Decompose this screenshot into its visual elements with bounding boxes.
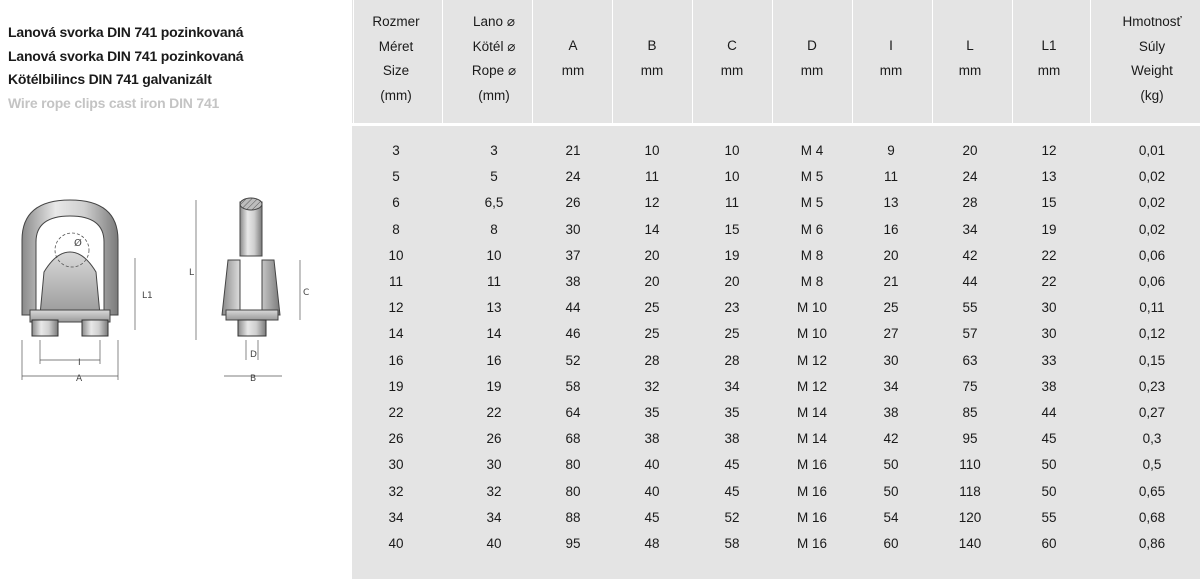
cell-size: 16 [388, 352, 404, 368]
cell-weight: 0,06 [1138, 247, 1166, 263]
cell-b: 40 [644, 483, 660, 499]
header-line: I [889, 38, 893, 53]
table-row [352, 452, 1200, 478]
cell-d: M 16 [796, 457, 827, 473]
cell-size: 14 [388, 326, 404, 342]
header-d [772, 34, 852, 83]
column-separator [1090, 0, 1091, 125]
header-line: mm [879, 62, 903, 78]
cell-rope: 11 [486, 274, 501, 289]
table-row [352, 269, 1200, 295]
cell-rope: 22 [486, 405, 502, 420]
header-line: (mm) [380, 87, 412, 103]
cell-a: 88 [565, 509, 581, 525]
cell-l1: 22 [1041, 274, 1057, 289]
cell-l: 85 [962, 405, 978, 420]
title-hu: Kötélbilincs DIN 741 galvanizált [8, 71, 212, 87]
product-titles [8, 21, 243, 115]
cell-a: 80 [565, 457, 581, 473]
cell-l: 28 [962, 195, 978, 211]
header-line: (kg) [1140, 87, 1164, 103]
cell-weight: 0,02 [1138, 195, 1166, 211]
cell-size: 22 [388, 405, 404, 420]
cell-a: 46 [565, 326, 581, 342]
cell-b: 11 [644, 169, 659, 185]
cell-c: 45 [724, 457, 740, 473]
cell-c: 35 [724, 405, 740, 420]
cell-c: 28 [724, 352, 740, 368]
cell-size: 5 [392, 169, 400, 185]
cell-c: 10 [724, 143, 740, 158]
cell-i: 50 [883, 457, 899, 473]
cell-weight: 0,65 [1138, 483, 1166, 499]
header-line: mm [800, 62, 824, 78]
header-separator [352, 123, 1200, 126]
cell-d: M 14 [796, 431, 827, 447]
header-c [692, 34, 772, 83]
cell-d: M 5 [800, 195, 824, 211]
cell-size: 11 [388, 274, 403, 289]
cell-b: 38 [644, 431, 660, 447]
cell-b: 10 [644, 143, 660, 158]
header-line: D [807, 38, 817, 53]
cell-a: 58 [565, 378, 581, 394]
cell-i: 16 [883, 221, 899, 237]
cell-d: M 6 [800, 221, 824, 237]
cell-c: 23 [724, 300, 740, 316]
cell-rope: 40 [486, 536, 502, 551]
cell-rope: 34 [486, 509, 502, 525]
cell-rope: 30 [486, 457, 502, 473]
dim-a-label: A [76, 374, 83, 384]
title-en: Wire rope clips cast iron DIN 741 [8, 94, 220, 111]
cell-i: 25 [883, 300, 899, 316]
cell-l: 55 [962, 300, 978, 316]
header-i [851, 34, 931, 83]
cell-l1: 12 [1041, 143, 1057, 158]
cell-size: 40 [388, 536, 404, 551]
header-rope [454, 10, 534, 108]
dim-l-label: L [189, 268, 195, 278]
cell-rope: 3 [490, 143, 498, 158]
cell-i: 30 [883, 352, 899, 368]
cell-i: 34 [883, 378, 899, 394]
cell-l1: 44 [1041, 405, 1057, 420]
cell-c: 34 [724, 378, 740, 394]
cell-d: M 12 [796, 378, 827, 394]
header-a [533, 34, 613, 83]
header-line: Size [382, 63, 410, 78]
cell-size: 3 [392, 143, 400, 158]
left-panel [0, 0, 352, 579]
cell-rope: 8 [490, 221, 498, 237]
cell-a: 68 [565, 431, 581, 447]
spec-table [352, 0, 1200, 579]
cell-a: 37 [565, 247, 581, 263]
cell-weight: 0,02 [1138, 221, 1166, 237]
cell-rope: 5 [490, 169, 498, 185]
table-row [352, 505, 1200, 531]
title-sk: Lanová svorka DIN 741 pozinkovaná [8, 24, 244, 40]
header-line: mm [958, 62, 982, 78]
cell-a: 64 [565, 405, 581, 420]
table-row [352, 321, 1200, 347]
cell-a: 80 [565, 483, 581, 499]
wire-rope-clip-drawing [0, 190, 340, 390]
column-separator [442, 0, 443, 125]
cell-i: 38 [883, 405, 899, 420]
header-line: mm [561, 62, 585, 78]
cell-size: 19 [388, 378, 404, 394]
cell-l: 20 [962, 143, 978, 158]
cell-l1: 30 [1041, 326, 1057, 342]
dim-b-label: B [250, 374, 257, 384]
cell-l1: 55 [1041, 509, 1057, 525]
cell-weight: 0,27 [1138, 405, 1166, 420]
header-line: Súly [1138, 38, 1166, 54]
cell-a: 21 [565, 143, 581, 158]
table-row [352, 190, 1200, 216]
cell-size: 32 [388, 483, 404, 499]
cell-l1: 50 [1041, 457, 1057, 473]
cell-weight: 0,12 [1138, 326, 1166, 342]
header-line: mm [720, 62, 744, 78]
cell-l: 24 [962, 169, 978, 185]
cell-i: 42 [883, 431, 899, 447]
cell-size: 10 [388, 247, 404, 263]
title-cz: Lanová svorka DIN 741 pozinkovaná [8, 47, 244, 64]
cell-weight: 0,86 [1138, 536, 1166, 551]
cell-rope: 10 [486, 247, 502, 263]
cell-b: 28 [644, 352, 660, 368]
cell-l: 120 [958, 509, 982, 525]
cell-weight: 0,11 [1139, 300, 1165, 316]
header-size [356, 10, 436, 108]
header-line: Hmotnosť [1122, 14, 1182, 29]
cell-i: 20 [883, 247, 899, 263]
cell-l: 75 [962, 378, 978, 394]
header-l [930, 34, 1010, 83]
column-separator [353, 0, 354, 125]
cell-l: 140 [958, 536, 982, 551]
front-view [22, 200, 153, 384]
table-row [352, 426, 1200, 452]
cell-size: 34 [388, 509, 404, 525]
header-b [612, 34, 692, 83]
cell-l1: 45 [1041, 431, 1057, 447]
dim-i-label: I [78, 358, 81, 368]
cell-rope: 6,5 [484, 195, 504, 211]
cell-d: M 5 [800, 169, 824, 185]
table-row [352, 295, 1200, 321]
table-row [352, 531, 1200, 557]
cell-a: 24 [565, 169, 581, 185]
cell-size: 30 [388, 457, 404, 473]
cell-i: 13 [883, 195, 899, 211]
cell-weight: 0,15 [1138, 352, 1166, 368]
cell-c: 10 [724, 169, 740, 185]
cell-c: 25 [724, 326, 740, 342]
cell-c: 45 [724, 483, 740, 499]
cell-size: 12 [388, 300, 404, 316]
cell-i: 27 [883, 326, 899, 342]
cell-rope: 13 [486, 300, 502, 316]
cell-l1: 19 [1041, 221, 1057, 237]
cell-l: 118 [959, 483, 981, 499]
cell-b: 25 [644, 300, 660, 316]
header-weight [1102, 10, 1200, 108]
header-line: mm [1037, 62, 1061, 78]
cell-c: 20 [724, 274, 740, 289]
cell-i: 21 [883, 274, 899, 289]
cell-d: M 12 [796, 352, 827, 368]
cell-weight: 0,23 [1138, 378, 1166, 394]
cell-rope: 14 [486, 326, 502, 342]
cell-d: M 10 [796, 326, 827, 342]
cell-weight: 0,06 [1138, 274, 1166, 289]
cell-l: 34 [962, 221, 978, 237]
cell-d: M 8 [800, 247, 824, 263]
cell-l1: 50 [1041, 483, 1057, 499]
cell-c: 58 [724, 536, 740, 551]
header-line: L [966, 38, 974, 53]
table-row [352, 217, 1200, 243]
header-line: C [727, 38, 737, 53]
cell-i: 54 [883, 509, 899, 525]
header-line: Rozmer [372, 14, 420, 29]
cell-weight: 0,01 [1138, 143, 1166, 158]
cell-d: M 16 [796, 536, 827, 551]
cell-b: 32 [644, 378, 660, 394]
cell-l1: 33 [1041, 352, 1057, 368]
cell-a: 30 [565, 221, 581, 237]
cell-i: 9 [887, 143, 895, 158]
table-row [352, 164, 1200, 190]
header-l1 [1009, 34, 1089, 83]
cell-a: 52 [565, 352, 581, 368]
cell-c: 15 [724, 221, 740, 237]
header-line: Méret [378, 38, 414, 54]
cell-i: 11 [883, 169, 898, 185]
cell-size: 8 [392, 221, 400, 237]
table-row [352, 374, 1200, 400]
table-row [352, 348, 1200, 374]
dim-c-label: C [303, 288, 310, 298]
cell-size: 26 [388, 431, 404, 447]
cell-weight: 0,5 [1142, 457, 1162, 473]
cell-i: 60 [883, 536, 899, 551]
cell-b: 40 [644, 457, 660, 473]
header-line: A [568, 38, 578, 53]
cell-a: 95 [565, 536, 581, 551]
cell-a: 44 [565, 300, 581, 316]
cell-l: 63 [962, 352, 978, 368]
cell-l1: 30 [1041, 300, 1057, 316]
cell-d: M 14 [796, 405, 827, 420]
cell-rope: 26 [486, 431, 502, 447]
dim-d-label: D [250, 350, 257, 360]
cell-l1: 13 [1041, 169, 1057, 185]
table-row [352, 479, 1200, 505]
cell-l1: 22 [1041, 247, 1057, 263]
dim-l1-label: L1 [142, 291, 153, 301]
table-row [352, 243, 1200, 269]
cell-l: 110 [959, 457, 981, 473]
cell-l: 44 [962, 274, 978, 289]
header-line: B [647, 38, 657, 53]
header-line: Kötél ⌀ [472, 38, 516, 54]
cell-b: 14 [644, 221, 660, 237]
header-line: Weight [1131, 63, 1173, 78]
cell-l1: 38 [1041, 378, 1057, 394]
cell-b: 45 [644, 509, 660, 525]
cell-d: M 4 [800, 143, 824, 158]
diameter-label: Ø [74, 238, 82, 249]
cell-l1: 60 [1041, 536, 1057, 551]
cell-weight: 0,68 [1138, 509, 1166, 525]
cell-l: 95 [962, 431, 978, 447]
cell-rope: 32 [486, 483, 502, 499]
header-line: L1 [1041, 38, 1057, 53]
cell-d: M 8 [800, 274, 824, 289]
header-line: mm [640, 62, 664, 78]
cell-weight: 0,02 [1138, 169, 1166, 185]
cell-d: M 10 [796, 300, 827, 316]
side-view [189, 198, 309, 384]
cell-d: M 16 [796, 509, 827, 525]
cell-rope: 16 [486, 352, 502, 368]
cell-b: 20 [644, 274, 660, 289]
cell-c: 52 [724, 509, 740, 525]
cell-b: 25 [644, 326, 660, 342]
cell-l: 42 [962, 247, 978, 263]
cell-c: 11 [724, 195, 739, 211]
cell-a: 26 [565, 195, 581, 211]
cell-a: 38 [565, 274, 581, 289]
cell-c: 19 [724, 247, 740, 263]
table-row [352, 400, 1200, 426]
cell-rope: 19 [486, 378, 502, 394]
cell-d: M 16 [796, 483, 827, 499]
cell-b: 20 [644, 247, 660, 263]
cell-l1: 15 [1041, 195, 1057, 211]
header-line: (mm) [478, 87, 510, 103]
cell-c: 38 [724, 431, 740, 447]
cell-b: 12 [644, 195, 660, 211]
cell-b: 48 [644, 536, 660, 551]
cell-l: 57 [962, 326, 978, 342]
header-line: Lano ⌀ [473, 14, 515, 29]
cell-b: 35 [644, 405, 660, 420]
header-line: Rope ⌀ [471, 63, 517, 78]
table-row [352, 138, 1200, 164]
cell-weight: 0,3 [1142, 431, 1162, 447]
cell-size: 6 [392, 195, 400, 211]
cell-i: 50 [883, 483, 899, 499]
